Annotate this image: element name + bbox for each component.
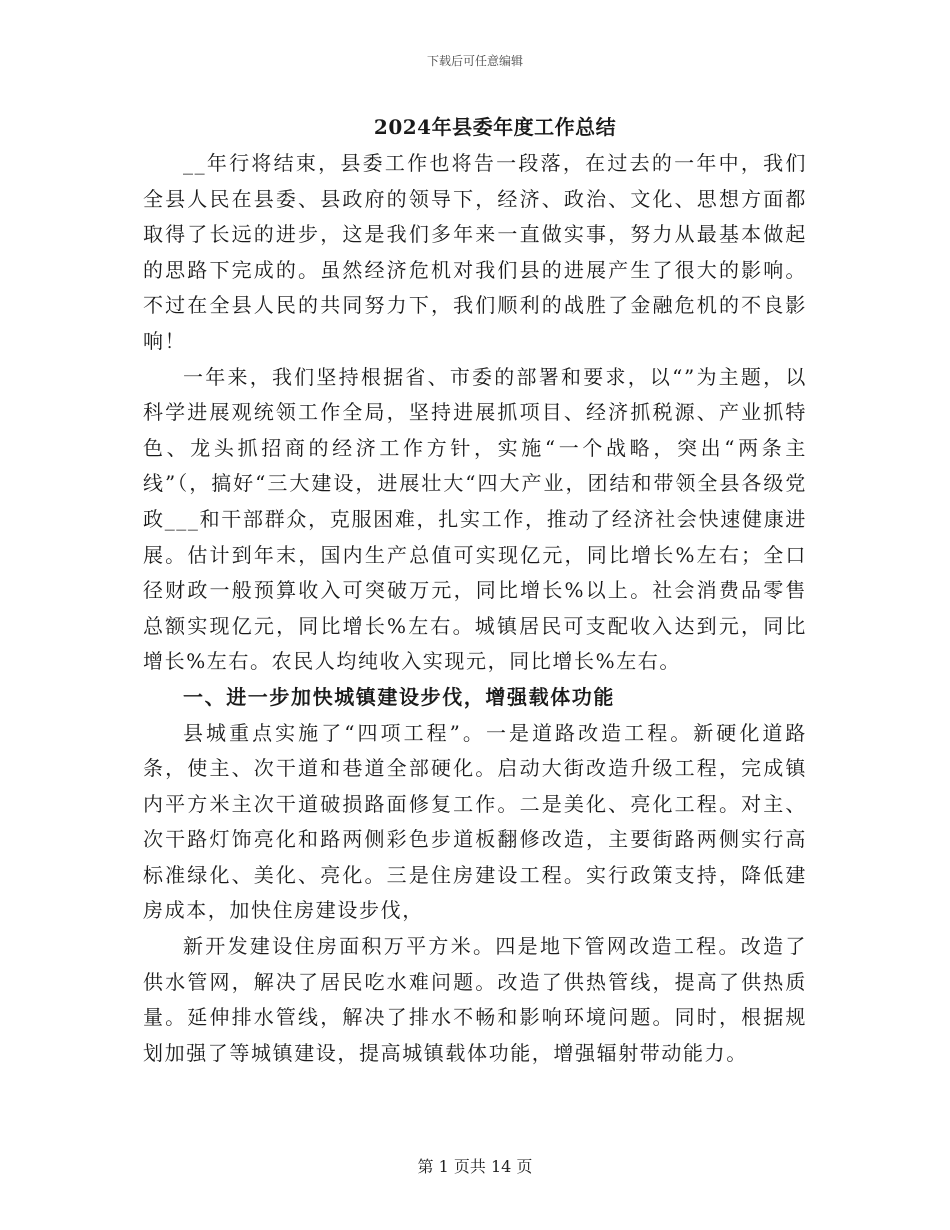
paragraph-summary: 一年来，我们坚持根据省、市委的部署和要求，以“”为主题，以科学进展观统领工作全局，坚持进展抓项目、经济抓税源、产业抓特色、龙头抓招商的经济工作方针，实施“一个战略，突出“两条主线”（，搞好“三大建设，进展壮大“四大产业，团结和带领全县各级党政___和干部群众，克服困难，扎实工作，推动了经济社会快速健康进展。估计到年末，国内生产总值可实现亿元，同比增长%左右；全口径财政一般预算收入可突破万元，同比增长%以上。社会消费品零售总额实现亿元，同比增长%左右。城镇居民可支配收入达到元，同比增长%左右。农民人均纯收入实现元，同比增长%左右。 [143,364,807,674]
document-title: 2024年县委年度工作总结 [373,115,617,139]
page-number: 第 1 页共 14 页 [417,1157,533,1176]
header-note: 下载后可任意编辑 [426,54,523,68]
document-body [143,146,807,1071]
section-heading: 一、进一步加快城镇建设步伐，增强载体功能 [183,684,615,709]
paragraph-four-projects: 县城重点实施了“四项工程”。一是道路改造工程。新硬化道路条，使主、次干道和巷道全部硬化。启动大街改造升级工程，完成镇内平方米主次干道破损路面修复工作。二是美化、亮化工程。对主、次干路灯饰亮化和路两侧彩色步道板翻修改造，主要街路两侧实行高标准绿化、美化、亮化。三是住房建设工程。实行政策支持，降低建房成本，加快住房建设步伐， [143,720,807,923]
paragraph-intro: __年行将结束，县委工作也将告一段落，在过去的一年中，我们全县人民在县委、县政府的领导下，经济、政治、文化、思想方面都取得了长远的进步，这是我们多年来一直做实事，努力从最基本做起的思路下完成的。虽然经济危机对我们县的进展产生了很大的影响。不过在全县人民的共同努力下，我们顺利的战胜了金融危机的不良影响！ [143,151,807,353]
paragraph-housing-pipeline: 新开发建设住房面积万平方米。四是地下管网改造工程。改造了供水管网，解决了居民吃水难问题。改造了供热管线，提高了供热质量。延伸排水管线，解决了排水不畅和影响环境问题。同时，根据规划加强了等城镇建设，提高城镇载体功能，增强辐射带动能力。 [143,934,807,1065]
